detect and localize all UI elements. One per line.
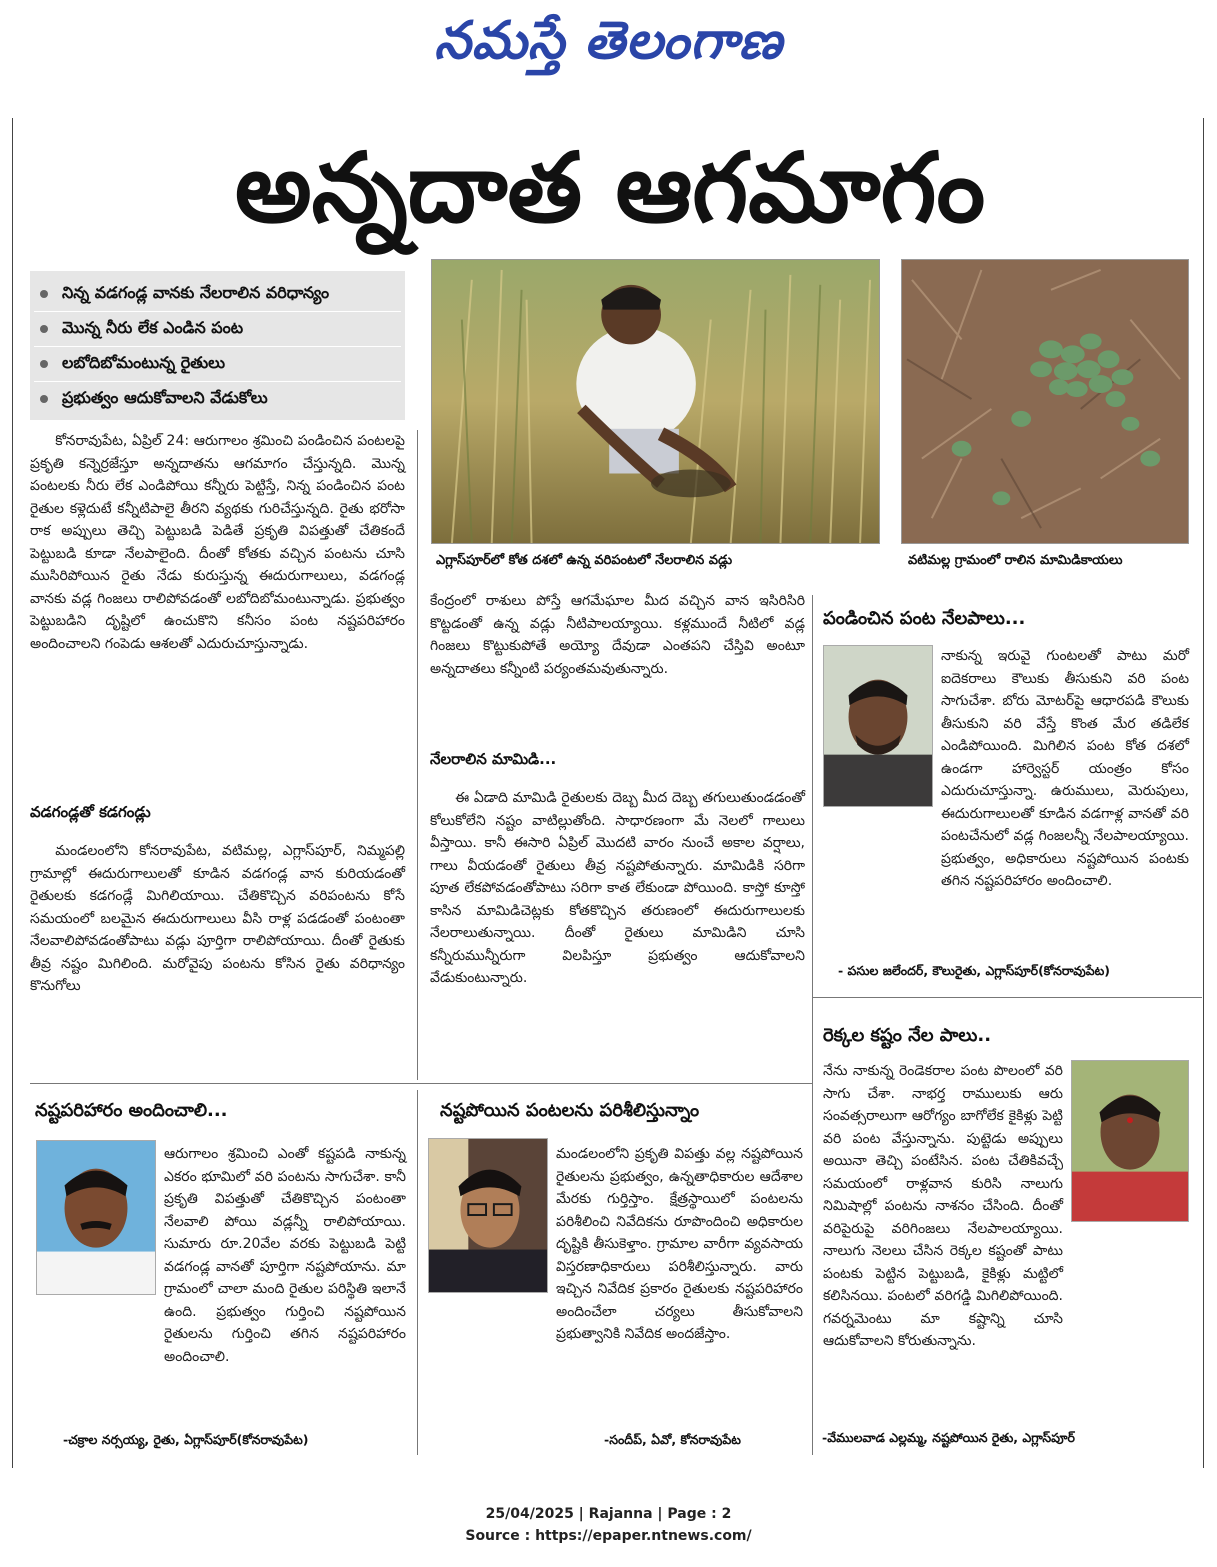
bullet-dot-icon	[40, 395, 48, 403]
frame-left-rule	[12, 118, 13, 1468]
section-heading-vadagandla: వడగండ్లతో కడగండ్లు	[30, 803, 151, 821]
jalender-paragraph: నాకున్న ఇరువై గుంటలతో పాటు మరో ఐదెకరాలు కౌలుకు తీసుకుని వరి పంట సాగుచేశా. బోరు మోటర్‌పై ఆధారపడి కౌలుకు తీసుకుని వరి వేస్తే కొంత మేర తడిలేక ఎండిపోయింది. మిగిలిన పంట కోత దశలో ఉండగా హార్వెస్టర్ యంత్రం కోసం ఎదురుచూస్తున్నా. ఉరుములు, మెరుపులు, ఈదురుగాలులతో కూడిన వడగాళ్ల వానతో వరి పంటచేనులో వడ్ల గింజలన్నీ నేలపాలయ్యాయి. ప్రభుత్వం, అధికారులు నష్టపోయిన పంటకు తగిన నష్టపరిహారం అందించాలి.	[941, 648, 1189, 889]
section-heading-mango: నేలరాలిన మామిడి...	[430, 750, 557, 768]
mango-paragraph: ఈ ఏడాది మామిడి రైతులకు దెబ్బ మీద దెబ్బ తగులుతుండడంతో కోలుకోలేని నష్టం వాటిల్లుతోంది. సాధారణంగా మే నెలలో గాలులు వీస్తాయి. కానీ ఈసారి ఏప్రిల్ మొదటి వారం నుంచే అకాల వర్షాలు, గాలు వీయడంతో రైతులు తీవ్ర నష్టపోతున్నారు. మామిడికి సరిగా పూత లేకపోవడంతోపాటు సరిగా కాత లేకుండా పోయింది. కాస్తో కూస్తో కాసిన మామిడిచెట్లకు కోతకొచ్చిన తరుణంలో ఈదురుగాలులకు నేలరాలుతున్నాయి. దీంతో రైతులు మామిడిని చూసి కన్నీరుమున్నీరుగా విలపిస్తూ ప్రభుత్వం ఆదుకోవాలని వేడుకుంటున్నారు.	[430, 790, 805, 986]
ellamma-credit: -వేములవాడ ఎల్లమ్మ, నష్టపోయిన రైతు, ఎగ్లాస్‌పూర్	[822, 1430, 1075, 1445]
mango-article-text	[430, 787, 805, 990]
bullet-text: మొన్న నీరు లేక ఎండిన పంట	[62, 317, 244, 337]
ellamma-quote	[823, 1060, 1063, 1353]
bullet-dot-icon	[40, 360, 48, 368]
fallen-mangoes-photo	[901, 259, 1189, 544]
column-divider	[417, 430, 418, 1080]
bullet-item	[30, 382, 405, 416]
section-divider	[812, 997, 1202, 998]
highlight-bullets	[30, 271, 405, 420]
quote-heading-narsaiah: నష్టపరిహారం అందించాలి...	[35, 1100, 228, 1121]
jalender-credit: - పసుల జలేందర్, కౌలురైతు, ఎగ్లాస్‌పూర్(కోనరావుపేట)	[838, 963, 1110, 978]
section-paragraph: మండలంలోని కోనరావుపేట, వటిమల్ల, ఎగ్లాస్‌పూర్, నిమ్మపల్లి గ్రామాల్లో ఈదురుగాలులతో కూడిన వడగండ్ల వాన కురియడంతో రైతులకు కడగండ్లే మిగిలియాయి. చేతికొచ్చిన వరిపంటను కోసే సమయంలో బలమైన ఈదురుగాలులు వీసి రాళ్ల పడడంతో పంటంతా నేలవాలిపోవడంతోపాటు వడ్లు పూర్తిగా రాలిపోయాయి. దీంతో రైతుకు తీవ్ర నష్టం మిగిలింది. మరోవైపు పంటను కోసిన రైతు వరిధాన్యం కొనుగోలు	[30, 843, 405, 994]
narsaiah-credit: -చక్రాల నర్సయ్య, రైతు, ఏగ్లాస్‌పూర్(కోనరావుపేట)	[63, 1432, 309, 1447]
footer-source-line: Source : https://epaper.ntnews.com/	[465, 1528, 752, 1544]
jalender-quote	[823, 645, 1189, 893]
bullet-item	[30, 277, 405, 311]
paddy-field-photo	[431, 259, 880, 544]
middle-paragraph: కేంద్రంలో రాశులు పోస్తే ఆగమేఘాల మీద వచ్చిన వాన ఇసిరిసిరి కొట్టడంతో ఉన్న వడ్లు నీటిపాలయ్యాయి. కళ్లముందే నీటిలో వడ్ల గింజలు కొట్టుకుపోతే అయ్యో దేవుడా ఎంతపని చేస్తివి అంటూ అన్నదాతలు కన్నీంటి పర్యంతమవుతున్నారు.	[430, 593, 805, 677]
bullet-item	[30, 347, 405, 381]
sandeep-quote	[428, 1143, 803, 1346]
middle-article-text	[430, 590, 805, 680]
column-divider	[417, 1090, 418, 1455]
sandeep-paragraph: మండలంలోని ప్రకృతి విపత్తు వల్ల నష్టపోయిన రైతులను ప్రభుత్వం, ఉన్నతాధికారుల ఆదేశాల మేరకు గుర్తిస్తాం. క్షేత్రస్థాయిలో పంటలను పరిశీలించి నివేదికను రూపొందించి అధికారుల దృష్టికి తీసుకెళ్తాం. గ్రామాల వారీగా వ్యవసాయ విస్తరణాధికారులు పరిశీలిస్తున్నారు. వారు ఇచ్చిన నివేదిక ప్రకారం రైతులకు నష్టపరిహారం అందించేలా చర్యలు తీసుకోవాలని ప్రభుత్వానికి నివేదిక అందజేస్తాం.	[556, 1146, 803, 1342]
quote-heading-jalender: పండించిన పంట నేలపాలు...	[823, 608, 1026, 629]
column-divider	[812, 595, 813, 1455]
mango-photo-caption: వటిమల్ల గ్రామంలో రాలిన మామిడికాయలు	[908, 553, 1123, 568]
lead-article	[30, 430, 405, 655]
footer-date-line: 25/04/2025 | Rajanna | Page : 2	[485, 1506, 732, 1522]
bullet-dot-icon	[40, 325, 48, 333]
lead-paragraph: కోనరావుపేట, ఏప్రిల్ 24: ఆరుగాలం శ్రమించి పండించిన పంటలపై ప్రకృతి కన్నెర్రజేస్తూ అన్నదాతను ఆగమాగం చేస్తున్నది. మొన్న పంటలకు నీరు లేక ఎండిపోయి కన్నీరు పెట్టిస్తే, నిన్న పండించిన పంట రైతుల కళ్లెదుటే కన్నీటిపాలై తీరని వ్యథకు గురిచేస్తున్నది. రైతు భరోసా రాక అప్పులు తెచ్చి పెట్టుబడి పెడితే ప్రకృతి విపత్తుతో చేతికందే పెట్టుబడి కూడా నేలపాలైంది. దీంతో కోతకు వచ్చిన పంటను చూసి ముసిరిపోయిన రైతు నేడు కురుస్తున్న ఈదురుగాలులు, వడగండ్ల వానకు వడ్ల గింజలు రాలిపోవడంతో లబోదిబోమంటున్నాడు. ప్రభుత్వం పెట్టుబడిని దృష్టిలో ఉంచుకొని కనీసం పంట నష్టపరిహారం అందించాలని గంపెడు ఆశలతో ఎదురుచూస్తున్నాడు.	[30, 433, 405, 652]
bullet-text: ప్రభుత్వం ఆదుకోవాలని వేడుకోలు	[62, 387, 268, 407]
quote-heading-ellamma: రెక్కల కష్టం నేల పాలు..	[823, 1025, 992, 1046]
headline: అన్నదాత ఆగమాగం	[234, 132, 986, 244]
sandeep-credit: -సందీప్, ఏవో, కోనరావుపేట	[604, 1432, 741, 1447]
ellamma-paragraph: నేను నాకున్న రెండెకరాల పంట పొలంలో వరి సాగు చేశా. నాభర్త రాములుకు ఆరు సంవత్సరాలుగా ఆరోగ్యం బాగోలేక కైకిళ్లు పెట్టి వరి పంట వేస్తున్నాను. పుట్టెడు అప్పులు అయినా తెచ్చి పంటేసిన. పంట చేతికివచ్చే సమయంలో రాళ్లవాన కురిసి నాలుగు నిమిషాల్లో పంటను నాశనం చేసింది. దీంతో వరిపైరుపై వరిగింజలు నేలపాలయ్యాయి. నాలుగు నెలలు చేసిన రెక్కల కష్టంతో పాటు పంటకు పెట్టిన పెట్టుబడి, కైకిళ్లు మట్టిలో కలిసినయి. పంటలో వరిగడ్డి మిగిలిపోయింది. గవర్నమెంటు మా కష్టాన్ని చూసి ఆదుకోవాలని కోరుతున్నాను.	[823, 1063, 1063, 1349]
narsaiah-quote	[36, 1143, 406, 1368]
paddy-photo-caption: ఎగ్లాస్‌పూర్‌లో కోత దశలో ఉన్న వరిపంటలో నేలరాలిన వడ్లు	[436, 553, 733, 568]
bullet-text: నిన్న వడగండ్ల వానకు నేలరాలిన వరిధాన్యం	[62, 282, 330, 302]
bullet-text: లబోదిబోమంటున్న రైతులు	[62, 352, 226, 372]
section-divider	[30, 1083, 812, 1084]
bullet-dot-icon	[40, 290, 48, 298]
ellamma-portrait	[1071, 1060, 1189, 1222]
bullet-item	[30, 312, 405, 346]
quote-heading-sandeep: నష్టపోయిన పంటలను పరిశీలిస్తున్నాం	[440, 1100, 700, 1121]
narsaiah-paragraph: ఆరుగాలం శ్రమించి ఎంతో కష్టపడి నాకున్న ఎకరం భూమిలో వరి పంటను సాగుచేశా. కానీ ప్రకృతి విపత్తుతో చేతికొచ్చిన పంటంతా నేలవాలి పోయి వడ్లన్నీ రాలిపోయాయి. సుమారు రూ.20వేల వరకు పెట్టుబడి పెట్టి వడగండ్ల వానతో పూర్తిగా నష్టపోయాను. మా గ్రామంలో చాలా మంది రైతుల పరిస్థితి ఇలానే ఉంది. ప్రభుత్వం గుర్తించి నష్టపోయిన రైతులను గుర్తించి తగిన నష్టపరిహారం అందించాలి.	[164, 1146, 406, 1365]
frame-right-rule	[1203, 118, 1204, 1468]
section-vadagandla-text	[30, 840, 405, 998]
masthead-logo: నమస్తే తెలంగాణ	[434, 10, 783, 71]
